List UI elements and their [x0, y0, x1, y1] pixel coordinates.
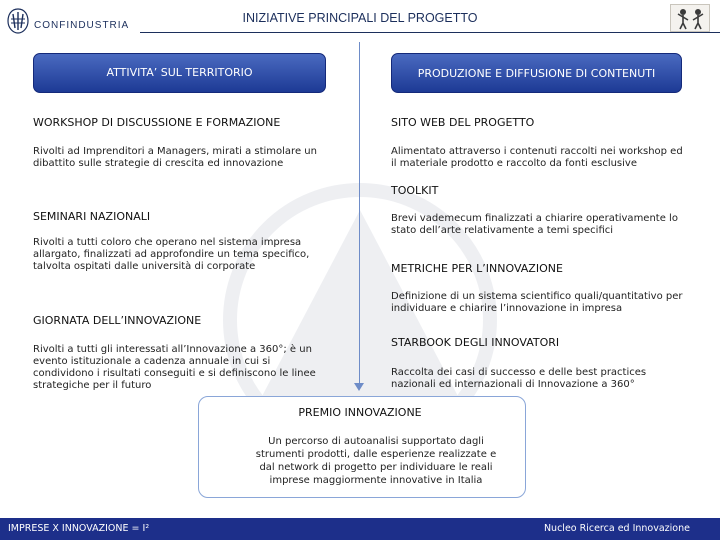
footer-tagline: IMPRESE X INNOVAZIONE = I²	[8, 523, 150, 534]
starbook-description	[391, 367, 646, 391]
sito-web-line-1: Alimentato attraverso i contenuti raccolti nei workshop ed	[391, 146, 683, 157]
footer-unit-name: Nucleo Ricerca ed Innovazione	[543, 523, 690, 534]
giornata-line-3: condividono i risultati conseguiti e si definiscono le linee	[33, 368, 316, 379]
produzione-contenuti-pill	[391, 53, 682, 93]
logo-text: CONFINDUSTRIA	[34, 19, 130, 31]
premio-heading: PREMIO INNOVAZIONE	[298, 406, 422, 419]
metriche-line-2: individuare e chiarire l’innovazione in impresa	[391, 303, 623, 314]
starbook-line-2: nazionali ed internazionali di Innovazione a 360°	[391, 379, 635, 390]
sito-web-line-2: il materiale prodotto e raccolto da fonti esclusive	[391, 158, 637, 169]
workshop-heading: WORKSHOP DI DISCUSSIONE E FORMAZIONE	[33, 116, 281, 129]
column-divider	[359, 42, 360, 387]
premio-line-3: dal network di progetto per individuare le reali	[259, 462, 493, 473]
toolkit-description	[391, 213, 678, 237]
seminari-line-3: talvolta ospitati dalle università di corporate	[33, 261, 256, 272]
toolkit-heading: TOOLKIT	[391, 184, 439, 197]
toolkit-line-1: Brevi vademecum finalizzati a chiarire operativamente lo	[391, 213, 678, 224]
premio-line-1: Un percorso di autoanalisi supportato dagli	[268, 436, 484, 447]
starbook-heading: STARBOOK DEGLI INNOVATORI	[391, 336, 560, 349]
attivita-territorio-label: ATTIVITA’ SUL TERRITORIO	[106, 65, 253, 79]
seminari-line-2: allargato, finalizzati ad approfondire un tema specifico,	[33, 249, 310, 260]
divider-arrow-icon	[354, 383, 364, 391]
giornata-description	[33, 344, 316, 392]
premio-line-2: strumenti prodotti, dalle esperienze realizzate e	[255, 449, 497, 460]
seminari-description	[33, 237, 309, 273]
toolkit-line-2: stato dell’arte relativamente a temi specifici	[391, 225, 614, 236]
seminari-line-1: Rivolti a tutti coloro che operano nel sistema impresa	[33, 237, 302, 248]
workshop-description	[33, 146, 317, 170]
produzione-contenuti-label: PRODUZIONE E DIFFUSIONE DI CONTENUTI	[417, 66, 656, 80]
metriche-description	[391, 291, 683, 315]
footer-bar	[0, 518, 720, 540]
giornata-line-1: Rivolti a tutti gli interessati all’Innovazione a 360°; è un	[33, 344, 312, 355]
attivita-territorio-pill	[33, 53, 326, 93]
workshop-line-1: Rivolti ad Imprenditori a Managers, mirati a stimolare un	[33, 146, 317, 157]
giornata-line-2: evento istituzionale a cadenza annuale in cui si	[33, 356, 271, 367]
sito-web-heading: SITO WEB DEL PROGETTO	[391, 116, 535, 129]
page-title: INIZIATIVE PRINCIPALI DEL PROGETTO	[242, 11, 478, 25]
header-rule	[140, 32, 720, 33]
giornata-line-4: strategiche per il futuro	[33, 380, 152, 391]
starbook-line-1: Raccolta dei casi di successo e delle best practices	[391, 367, 647, 378]
workshop-line-2: dibattito sulle strategie di crescita ed innovazione	[33, 158, 284, 169]
premio-description	[240, 435, 512, 487]
sito-web-description	[391, 146, 683, 170]
giornata-heading: GIORNATA DELL’INNOVAZIONE	[33, 314, 202, 327]
figures-illustration-icon	[670, 4, 710, 32]
metriche-line-1: Definizione di un sistema scientifico quali/quantitativo per	[391, 291, 683, 302]
metriche-heading: METRICHE PER L’INNOVAZIONE	[391, 262, 563, 275]
seminari-heading: SEMINARI NAZIONALI	[33, 210, 151, 223]
premio-line-4: imprese maggiormente innovative in Italia	[269, 475, 483, 486]
